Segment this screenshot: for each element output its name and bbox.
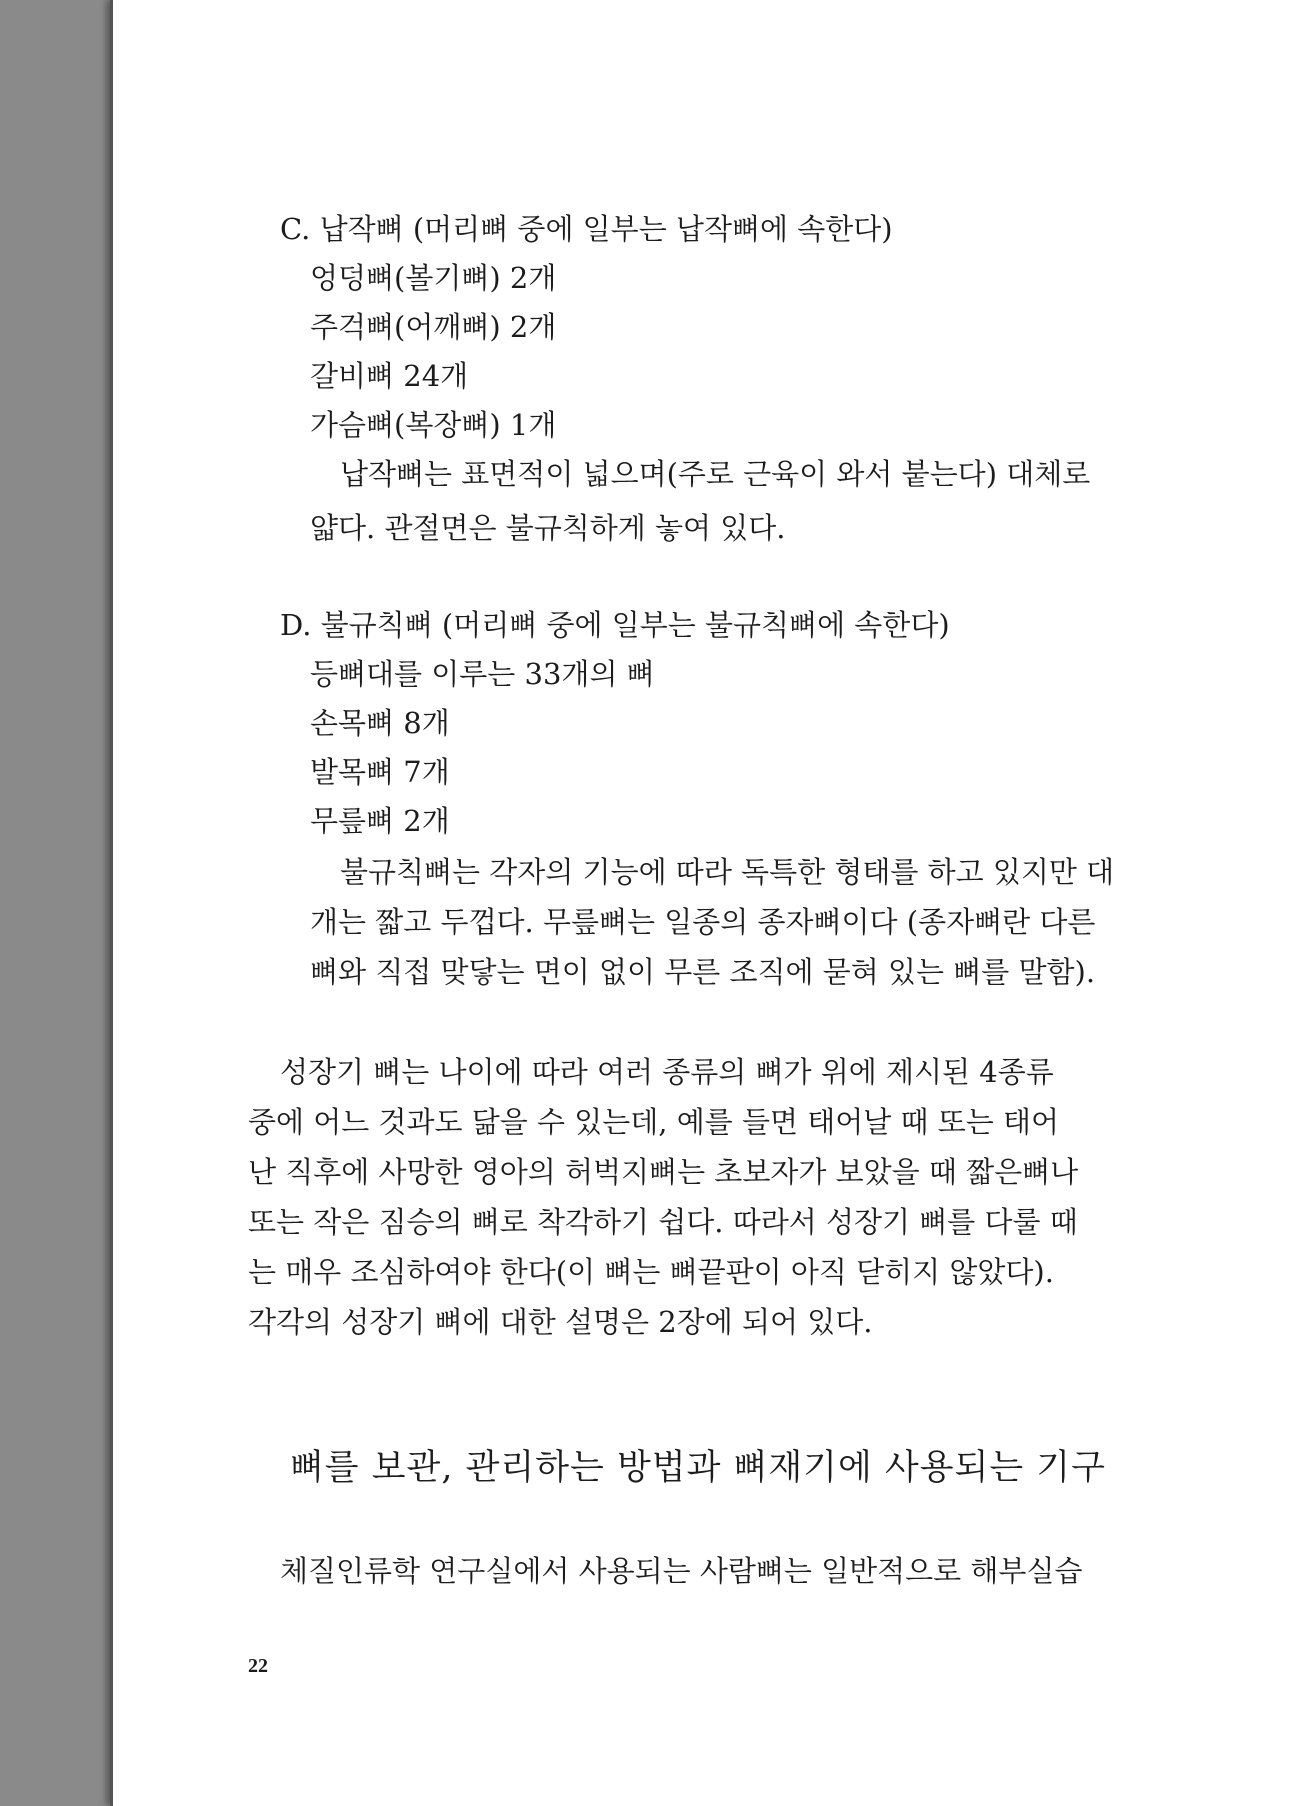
paragraph-line: 각각의 성장기 뼈에 대한 설명은 2장에 되어 있다.	[248, 1305, 873, 1339]
list-item: 발목뼈 7개	[310, 755, 450, 789]
paragraph-line: 성장기 뼈는 나이에 따라 여러 종류의 뼈가 위에 제시된 4종류	[280, 1055, 1054, 1089]
list-item: 주걱뼈(어깨뼈) 2개	[310, 310, 557, 344]
section-d-desc-line: 개는 짧고 두껍다. 무릎뼈는 일종의 종자뼈이다 (종자뼈란 다른	[310, 905, 1096, 939]
section-heading: 뼈를 보관, 관리하는 방법과 뼈재기에 사용되는 기구	[290, 1448, 1106, 1488]
paragraph-line: 난 직후에 사망한 영아의 허벅지뼈는 초보자가 보았을 때 짧은뼈나	[248, 1155, 1079, 1189]
list-item: 등뼈대를 이루는 33개의 뼈	[310, 657, 655, 691]
section-c-desc-line: 얇다. 관절면은 불규칙하게 놓여 있다.	[310, 511, 786, 545]
list-item: 갈비뼈 24개	[310, 359, 469, 393]
book-page	[110, 0, 1315, 1806]
paragraph-line: 중에 어느 것과도 닮을 수 있는데, 예를 들면 태어날 때 또는 태어	[248, 1105, 1059, 1139]
paragraph-line: 는 매우 조심하여야 한다(이 뼈는 뼈끝판이 아직 닫히지 않았다).	[248, 1255, 1054, 1289]
intro-line: 체질인류학 연구실에서 사용되는 사람뼈는 일반적으로 해부실습	[280, 1554, 1083, 1588]
section-d-desc-line: 불규칙뼈는 각자의 기능에 따라 독특한 형태를 하고 있지만 대	[340, 855, 1115, 889]
list-item: 손목뼈 8개	[310, 706, 450, 740]
list-item: 무릎뼈 2개	[310, 804, 450, 838]
section-c-desc-line: 납작뼈는 표면적이 넓으며(주로 근육이 와서 붙는다) 대체로	[340, 457, 1091, 491]
paragraph-line: 또는 작은 짐승의 뼈로 착각하기 쉽다. 따라서 성장기 뼈를 다룰 때	[248, 1205, 1078, 1239]
section-c-title: C. 납작뼈 (머리뼈 중에 일부는 납작뼈에 속한다)	[280, 212, 893, 246]
list-item: 엉덩뼈(볼기뼈) 2개	[310, 261, 557, 295]
page-number: 22	[248, 1655, 268, 1677]
section-d-title: D. 불규칙뼈 (머리뼈 중에 일부는 불규칙뼈에 속한다)	[280, 608, 950, 642]
list-item: 가슴뼈(복장뼈) 1개	[310, 408, 557, 442]
section-d-desc-line: 뼈와 직접 맞닿는 면이 없이 무른 조직에 묻혀 있는 뼈를 말함).	[310, 955, 1096, 989]
